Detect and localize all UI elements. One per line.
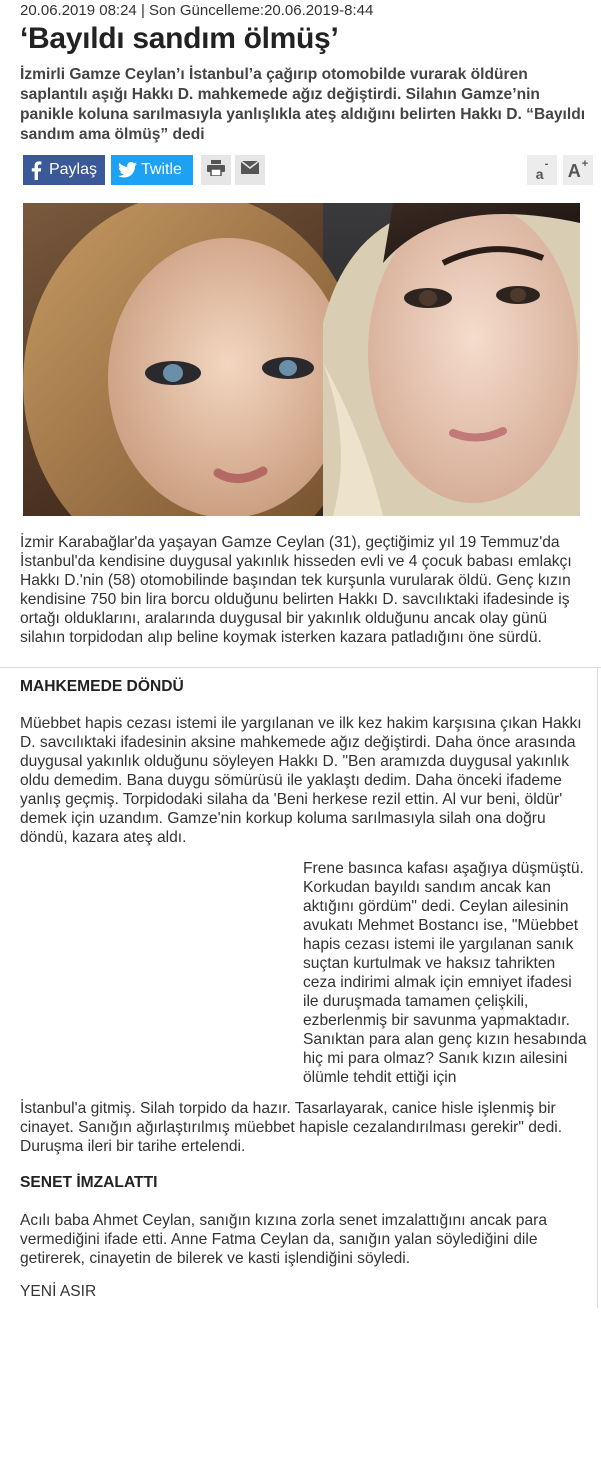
twitter-share-label: Twitle [141, 161, 182, 178]
article-photo [23, 203, 580, 516]
font-decrease-sign: - [544, 158, 549, 170]
twitter-icon [117, 162, 137, 178]
twitter-share-button[interactable] [111, 155, 193, 185]
facebook-icon [29, 161, 45, 180]
mail-icon [241, 161, 259, 179]
content-divider [0, 667, 601, 668]
font-increase-label: A [567, 161, 581, 181]
section1-floating-text: Frene basınca kafası aşağıya düşmüştü. Korkudan bayıldı sandım ancak kan aktığını gördüm" dedi. Ceylan ailesinin avukatı Mehmet Bostancı ise, "Müebbet hapis cezası istemi ile yargılanan sanık suçtan kurtulmak ve haksız tahrikten ceza indirimi almak için emniyet ifadesi ile duruşmada tamamen çelişkili, ezberlenmiş bir savunma yapmaktadır. Sanıktan para alan genç kızın hesabında hiç mi para olmaz? Sanık kızın ailesini ölümle tehdit ettiği için [303, 860, 587, 1086]
font-decrease-button[interactable] [527, 155, 557, 185]
section-heading-senet: SENET İMZALATTI [20, 1174, 158, 1191]
section1-paragraph: Müebbet hapis cezası istemi ile yargılanan ve ilk kez hakim karşısına çıkan Hakkı D. savcılıktaki ifadesinin aksine mahkemede ağız değiştirdi. Daha önce arasında duygusal yakınlık olduğunu söyleyen Hakkı D. "Ben aramızda duygusal yakınlık oldu demedim. Bana duygu sömürüsü ile yaklaştı dedim. Daha önceki ifademe yanlış geçmiş. Torpidodaki silaha da 'Beni herkese rezil ettin. Al vur beni, öldür' demek için uzandım. Gamze'nin korkup koluma sarılmasıyla silah ona doğru döndü, kazara ateş aldı. [20, 715, 582, 846]
article-title: ‘Bayıldı sandım ölmüş’ [20, 22, 339, 55]
section1-continuation: İstanbul'a gitmiş. Silah torpido da hazır. Tasarlayarak, canice hisle işlenmiş bir cinayet. Sanığın ağırlaştırılmış müebbet hapisle cezalandırılması gerekir" dedi. Duruşma ileri bir tarihe ertelendi. [20, 1100, 563, 1155]
article-source: YENİ ASIR [20, 1283, 97, 1300]
facebook-share-label: Paylaş [48, 161, 97, 178]
article-photo-illustration [23, 203, 580, 516]
font-size-tools [527, 155, 593, 185]
content-side-border [597, 668, 598, 1308]
font-increase-sign: + [581, 158, 589, 170]
font-increase-button[interactable] [563, 155, 593, 185]
section2-paragraph: Acılı baba Ahmet Ceylan, sanığın kızına zorla senet imzalattığını ancak para vermediğini ifade etti. Anne Fatma Ceylan da, sanığın yalan söylediğini dile getirerek, cinayetin de bilerek ve kasti işlendiğini söyledi. [20, 1212, 548, 1267]
facebook-share-button[interactable] [23, 155, 105, 185]
font-decrease-label: a [535, 166, 544, 182]
print-icon [207, 160, 225, 181]
article-summary: İzmirli Gamze Ceylan’ı İstanbul’a çağırıp otomobilde vurarak öldüren saplantılı aşığı Hakkı D. mahkemede ağız değiştirdi. Silahın Gamze’nin panikle koluna sarılmasıyla yanlışlıkla ateş aldığını belirten Hakkı D. “Bayıldı sandım ama ölmüş” dedi [20, 66, 586, 143]
section-heading-mahkemede: MAHKEMEDE DÖNDÜ [20, 678, 184, 695]
share-bar [23, 155, 265, 185]
print-button[interactable] [201, 155, 231, 185]
article-intro: İzmir Karabağlar'da yaşayan Gamze Ceylan (31), geçtiğimiz yıl 19 Temmuz'da İstanbul'da kendisine duygusal yakınlık hisseden evli ve 4 çocuk babası emlakçı Hakkı D.'nin (58) otomobilinde başından tek kurşunla vurularak öldü. Genç kızın kendisine 750 bin lira borcu olduğunu belirten Hakkı D. savcılıktaki ifadesinde iş ortağı olduklarını, aralarında duygusal bir yakınlık olduğunu ancak olay günü silahın torpidodan alıp beline koymak isterken kazara patladığını öne sürdü. [20, 534, 572, 646]
mail-button[interactable] [235, 155, 265, 185]
article-meta: 20.06.2019 08:24 | Son Güncelleme:20.06.2019-8:44 [20, 2, 374, 19]
